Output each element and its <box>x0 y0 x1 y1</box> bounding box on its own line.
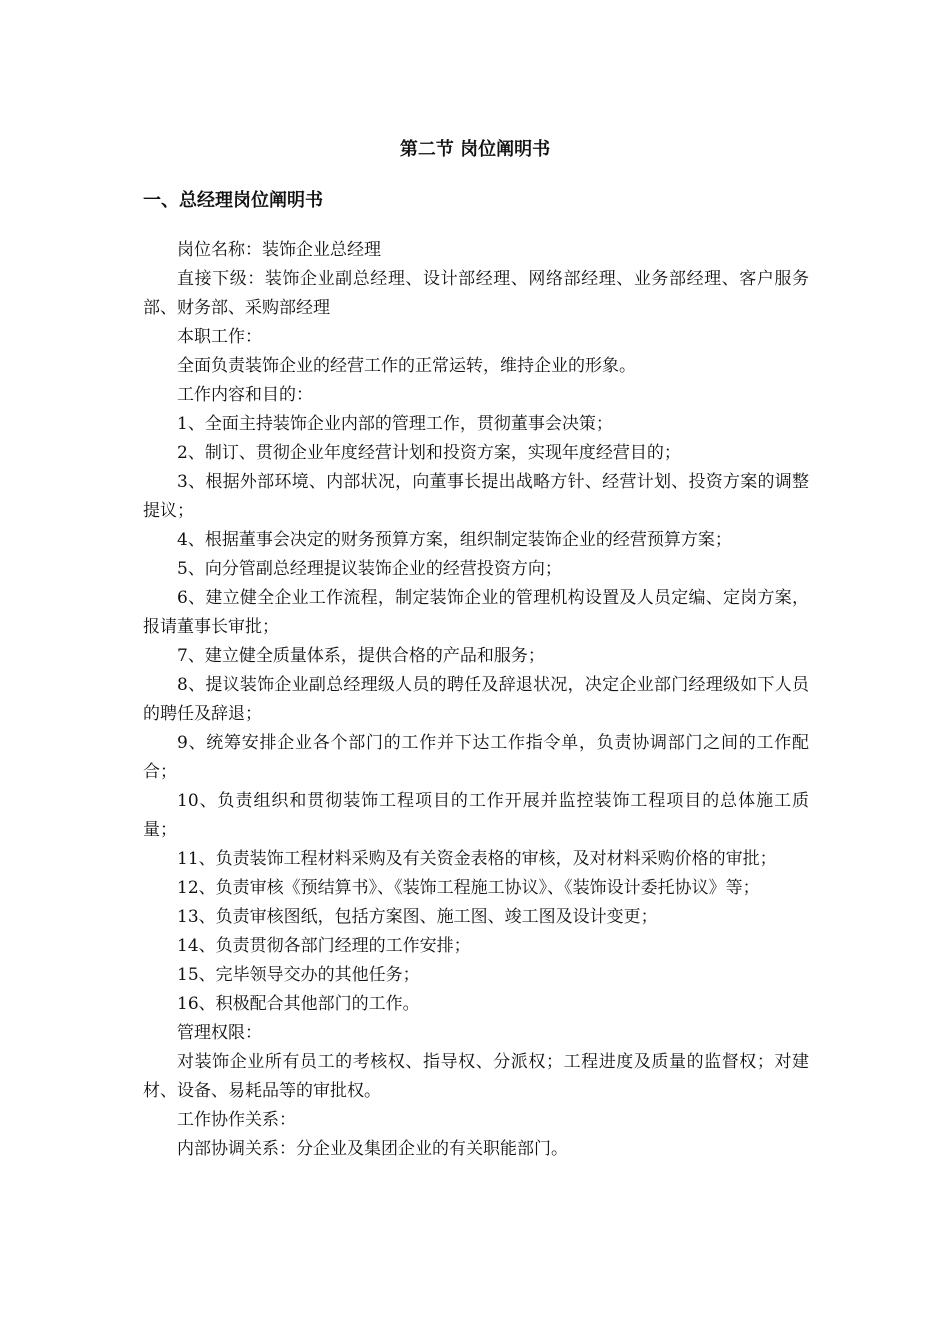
paragraph: 8、提议装饰企业副总经理级人员的聘任及辞退状况，决定企业部门经理级如下人员的聘任及辞退； <box>143 675 809 724</box>
paragraph: 12、负责审核《预结算书》、《装饰工程施工协议》、《装饰设计委托协议》等； <box>177 878 760 898</box>
paragraph: 2、制订、贯彻企业年度经营计划和投资方案，实现年度经营目的； <box>177 443 681 463</box>
paragraph: 3、根据外部环境、内部状况，向董事长提出战略方针、经营计划、投资方案的调整提议； <box>143 472 809 521</box>
paragraph: 9、统筹安排企业各个部门的工作并下达工作指令单，负责协调部门之间的工作配合； <box>143 733 809 782</box>
paragraph: 全面负责装饰企业的经营工作的正常运转，维持企业的形象。 <box>177 356 636 376</box>
paragraph: 直接下级：装饰企业副总经理、设计部经理、网络部经理、业务部经理、客户服务部、财务部、采购部经理 <box>143 269 809 318</box>
paragraph: 5、向分管副总经理提议装饰企业的经营投资方向； <box>177 559 562 579</box>
document-title: 第二节 岗位阐明书 <box>399 139 551 160</box>
section-heading: 一、总经理岗位阐明书 <box>143 190 323 211</box>
paragraph: 4、根据董事会决定的财务预算方案，组织制定装饰企业的经营预算方案； <box>177 530 732 550</box>
paragraph: 内部协调关系：分企业及集团企业的有关职能部门。 <box>177 1139 568 1159</box>
paragraph: 对装饰企业所有员工的考核权、指导权、分派权；工程进度及质量的监督权；对建材、设备、易耗品等的审批权。 <box>143 1052 809 1101</box>
body-text <box>143 236 809 1164</box>
paragraph: 管理权限： <box>177 1023 262 1043</box>
paragraph: 14、负责贯彻各部门经理的工作安排； <box>177 936 471 956</box>
paragraph: 11、负责装饰工程材料采购及有关资金表格的审核，及对材料采购价格的审批； <box>177 849 777 869</box>
paragraph: 15、完毕领导交办的其他任务； <box>177 965 420 985</box>
paragraph: 1、全面主持装饰企业内部的管理工作，贯彻董事会决策； <box>177 414 613 434</box>
paragraph: 工作内容和目的： <box>177 385 313 405</box>
paragraph: 7、建立健全质量体系，提供合格的产品和服务； <box>177 646 545 666</box>
paragraph: 16、积极配合其他部门的工作。 <box>177 994 420 1014</box>
paragraph: 6、建立健全企业工作流程，制定装饰企业的管理机构设置及人员定编、定岗方案，报请董事长审批； <box>143 588 809 637</box>
paragraph: 工作协作关系： <box>177 1110 296 1130</box>
paragraph: 本职工作： <box>177 327 262 347</box>
paragraph: 岗位名称：装饰企业总经理 <box>177 240 381 260</box>
paragraph: 13、负责审核图纸，包括方案图、施工图、竣工图及设计变更； <box>177 907 658 927</box>
paragraph: 10、负责组织和贯彻装饰工程项目的工作开展并监控装饰工程项目的总体施工质量； <box>143 791 809 840</box>
